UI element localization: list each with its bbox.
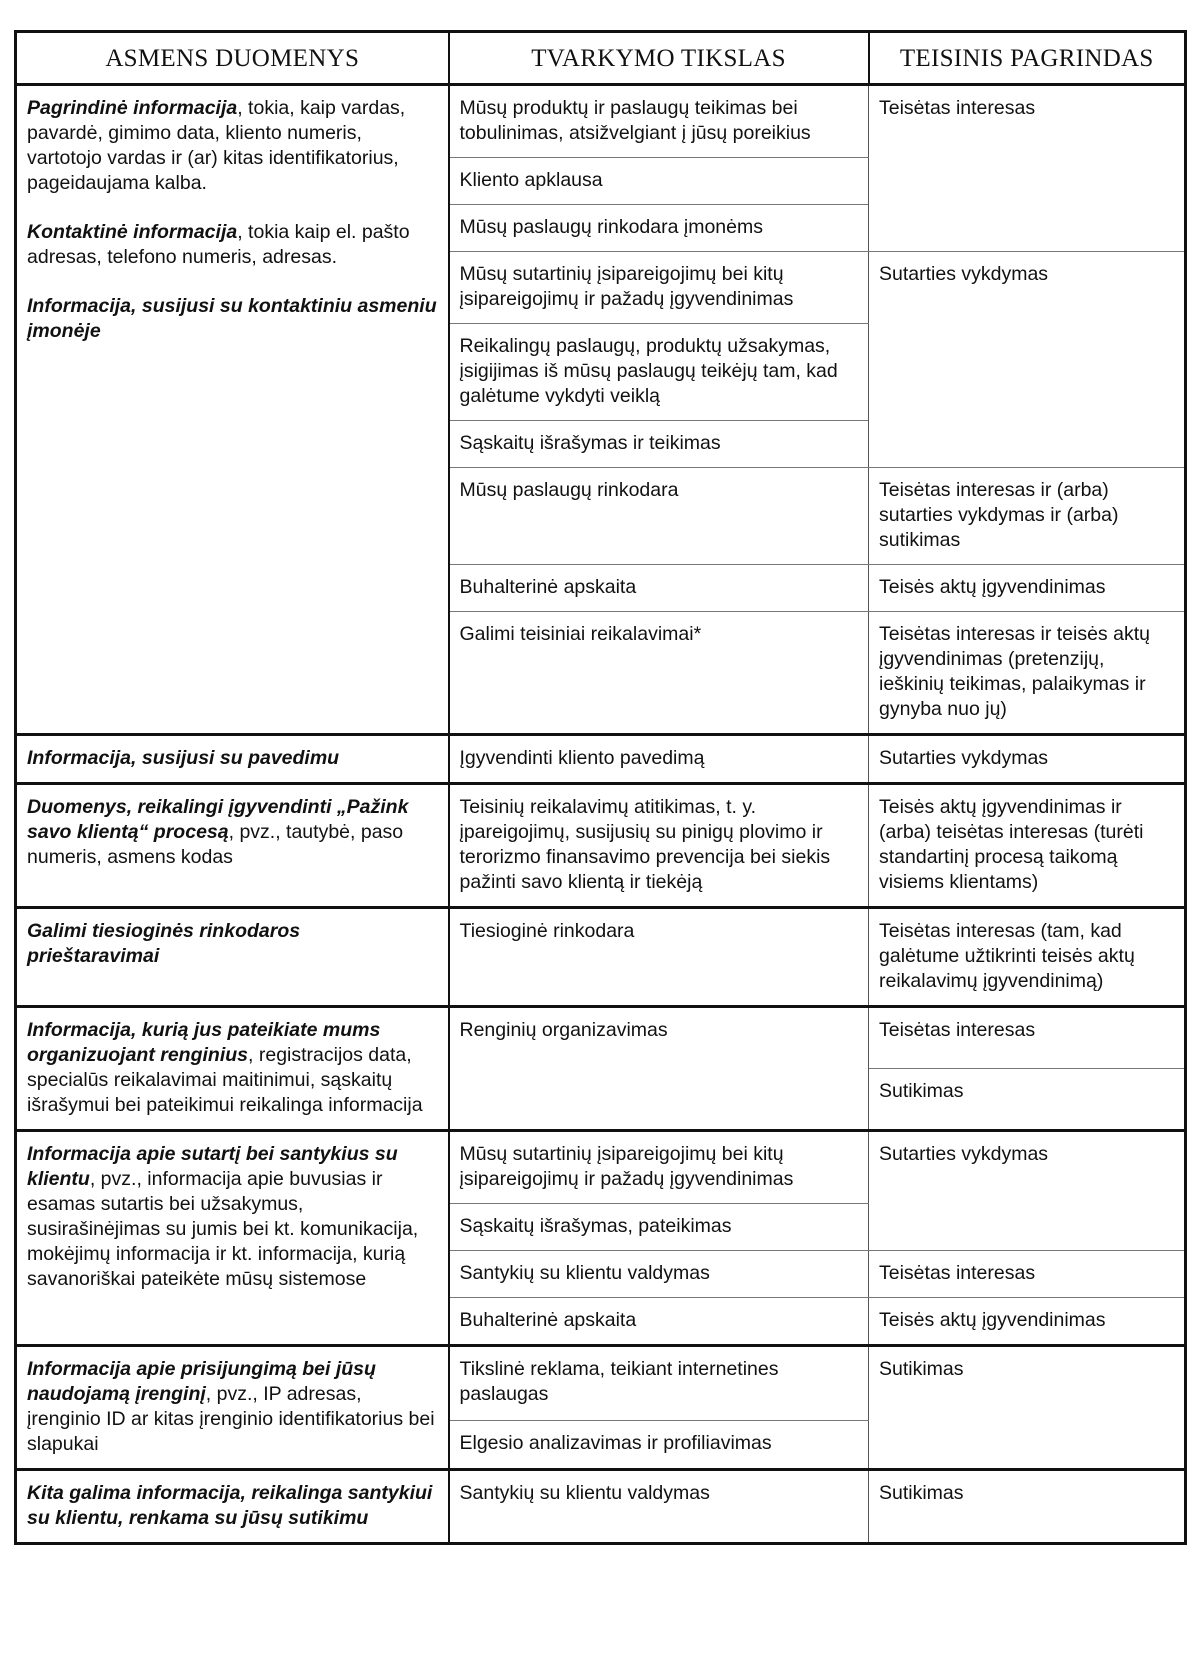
category-heading: Galimi tiesioginės rinkodaros prieštaravimai xyxy=(27,920,301,967)
category-details: , pvz., informacija apie buvusias ir esamas sutartis bei užsakymus, susirašinėjimas su jumis bei kt. komunikacija, mokėjimų informacija ir kt. informacija, kurią savanoriškai pateikėte mūsų sistemose xyxy=(27,1168,419,1290)
legal-basis-cell: Teisės aktų įgyvendinimas xyxy=(869,565,1186,612)
legal-basis-cell: Sutikimas xyxy=(869,1069,1186,1131)
category-paragraph xyxy=(27,1142,438,1292)
legal-basis-cell: Sutarties vykdymas xyxy=(869,735,1186,784)
table-row xyxy=(16,735,1186,784)
table-row xyxy=(16,784,1186,908)
category-heading: Informacija apie prisijungimą bei jūsų naudojamą įrenginį xyxy=(27,1358,376,1405)
category-paragraph xyxy=(27,1357,438,1457)
purpose-cell: Mūsų produktų ir paslaugų teikimas bei tobulinimas, atsižvelgiant į jūsų poreikius xyxy=(449,85,869,158)
category-heading: Kita galima informacija, reikalinga santykiui su klientu, renkama su jūsų sutikimu xyxy=(27,1482,433,1529)
category-paragraph xyxy=(27,746,438,771)
legal-basis-cell: Teisės aktų įgyvendinimas xyxy=(869,1298,1186,1346)
legal-basis-cell: Teisėtas interesas xyxy=(869,85,1186,252)
table-row xyxy=(16,1131,1186,1204)
category-details: , registracijos data, specialūs reikalavimai maitinimui, sąskaitų išrašymui bei pateikimui reikalinga informacija xyxy=(27,1044,423,1116)
data-category-cell xyxy=(16,1470,449,1544)
header-processing-purpose: TVARKYMO TIKSLAS xyxy=(449,32,869,85)
legal-basis-cell: Teisėtas interesas xyxy=(869,1251,1186,1298)
data-category-cell xyxy=(16,908,449,1007)
purpose-cell: Teisinių reikalavimų atitikimas, t. y. įpareigojimų, susijusių su pinigų plovimo ir terorizmo finansavimo prevencija bei siekis pažinti savo klientą ir tiekėją xyxy=(449,784,869,908)
purpose-cell: Buhalterinė apskaita xyxy=(449,1298,869,1346)
purpose-cell: Elgesio analizavimas ir profiliavimas xyxy=(449,1420,869,1469)
data-category-cell xyxy=(16,735,449,784)
category-heading: Informacija, susijusi su pavedimu xyxy=(27,747,340,769)
table-row xyxy=(16,1007,1186,1069)
data-category-cell xyxy=(16,85,449,735)
purpose-cell: Santykių su klientu valdymas xyxy=(449,1251,869,1298)
category-details: , tokia, kaip vardas, pavardė, gimimo data, kliento numeris, vartotojo vardas ir (ar) kitas identifikatorius, pageidaujama kalba. xyxy=(27,97,406,194)
legal-basis-cell: Teisės aktų įgyvendinimas ir (arba) teisėtas interesas (turėti standartinį procesą taikomą visiems klientams) xyxy=(869,784,1186,908)
purpose-cell: Mūsų paslaugų rinkodara įmonėms xyxy=(449,205,869,252)
data-category-cell xyxy=(16,1131,449,1346)
category-details: , pvz., tautybė, paso numeris, asmens kodas xyxy=(27,821,404,868)
category-heading: Informacija, susijusi su kontaktiniu asmeniu įmonėje xyxy=(27,295,437,342)
purpose-cell: Reikalingų paslaugų, produktų užsakymas, įsigijimas iš mūsų paslaugų teikėjų tam, kad galėtume vykdyti veiklą xyxy=(449,324,869,421)
legal-basis-cell: Sutarties vykdymas xyxy=(869,1131,1186,1251)
purpose-cell: Mūsų sutartinių įsipareigojimų bei kitų įsipareigojimų ir pažadų įgyvendinimas xyxy=(449,1131,869,1204)
data-category-cell xyxy=(16,1346,449,1470)
legal-basis-cell: Sutikimas xyxy=(869,1346,1186,1470)
purpose-cell: Sąskaitų išrašymas, pateikimas xyxy=(449,1204,869,1251)
personal-data-table xyxy=(14,30,1187,1545)
legal-basis-cell: Teisėtas interesas (tam, kad galėtume užtikrinti teisės aktų reikalavimų įgyvendinimą) xyxy=(869,908,1186,1007)
purpose-cell: Kliento apklausa xyxy=(449,158,869,205)
purpose-cell: Buhalterinė apskaita xyxy=(449,565,869,612)
table-row xyxy=(16,1470,1186,1544)
data-category-cell xyxy=(16,784,449,908)
data-category-cell xyxy=(16,1007,449,1131)
category-heading: Informacija apie sutartį bei santykius su klientu xyxy=(27,1143,398,1190)
legal-basis-cell: Teisėtas interesas xyxy=(869,1007,1186,1069)
category-heading: Kontaktinė informacija xyxy=(27,221,238,243)
header-personal-data: ASMENS DUOMENYS xyxy=(16,32,449,85)
category-paragraph xyxy=(27,294,438,344)
category-heading: Pagrindinė informacija xyxy=(27,97,238,119)
category-paragraph xyxy=(27,1481,438,1531)
legal-basis-cell: Teisėtas interesas ir (arba) sutarties vykdymas ir (arba) sutikimas xyxy=(869,468,1186,565)
header-row xyxy=(16,32,1186,85)
category-paragraph xyxy=(27,96,438,196)
purpose-cell: Galimi teisiniai reikalavimai* xyxy=(449,612,869,735)
category-details: , tokia kaip el. pašto adresas, telefono numeris, adresas. xyxy=(27,221,410,268)
purpose-cell: Santykių su klientu valdymas xyxy=(449,1470,869,1544)
table-row xyxy=(16,908,1186,1007)
document-page xyxy=(14,30,1184,1545)
legal-basis-cell: Sutikimas xyxy=(869,1470,1186,1544)
category-paragraph xyxy=(27,220,438,270)
legal-basis-cell: Sutarties vykdymas xyxy=(869,252,1186,468)
category-paragraph xyxy=(27,919,438,969)
category-heading: Informacija, kurią jus pateikiate mums organizuojant renginius xyxy=(27,1019,381,1066)
category-details: , pvz., IP adresas, įrenginio ID ar kitas įrenginio identifikatorius bei slapukai xyxy=(27,1383,435,1455)
header-legal-basis: TEISINIS PAGRINDAS xyxy=(869,32,1186,85)
purpose-cell: Įgyvendinti kliento pavedimą xyxy=(449,735,869,784)
purpose-cell: Mūsų sutartinių įsipareigojimų bei kitų įsipareigojimų ir pažadų įgyvendinimas xyxy=(449,252,869,324)
legal-basis-cell: Teisėtas interesas ir teisės aktų įgyvendinimas (pretenzijų, ieškinių teikimas, palaikymas ir gynyba nuo jų) xyxy=(869,612,1186,735)
category-heading: Duomenys, reikalingi įgyvendinti „Pažink savo klientą“ procesą xyxy=(27,796,409,843)
purpose-cell: Tikslinė reklama, teikiant internetines paslaugas xyxy=(449,1346,869,1421)
purpose-cell: Mūsų paslaugų rinkodara xyxy=(449,468,869,565)
purpose-cell: Tiesioginė rinkodara xyxy=(449,908,869,1007)
purpose-cell: Sąskaitų išrašymas ir teikimas xyxy=(449,421,869,468)
table-body xyxy=(16,85,1186,1544)
table-row xyxy=(16,1346,1186,1421)
category-paragraph xyxy=(27,795,438,870)
purpose-cell: Renginių organizavimas xyxy=(449,1007,869,1131)
table-row xyxy=(16,85,1186,158)
category-paragraph xyxy=(27,1018,438,1118)
